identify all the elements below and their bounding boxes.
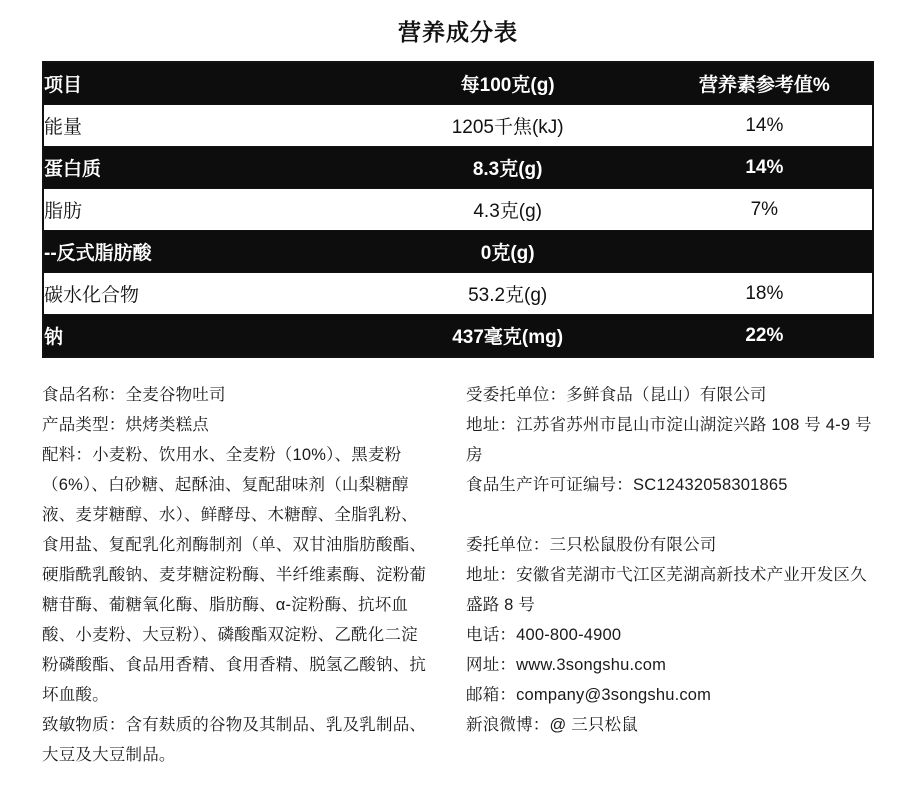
table-row bbox=[44, 189, 872, 231]
email-label: 邮箱： bbox=[466, 686, 517, 704]
row-item: --反式脂肪酸 bbox=[44, 231, 359, 273]
principal-address-row bbox=[466, 560, 874, 620]
row-nrv: 7% bbox=[657, 189, 872, 231]
ingredients-label: 配料： bbox=[42, 446, 93, 464]
row-item: 碳水化合物 bbox=[44, 273, 359, 315]
principal-label: 委托单位： bbox=[466, 536, 550, 554]
row-item: 能量 bbox=[44, 105, 359, 147]
row-nrv: 18% bbox=[657, 273, 872, 315]
table-row bbox=[44, 231, 872, 273]
product-info-right-column bbox=[458, 380, 874, 770]
phone-label: 电话： bbox=[466, 626, 517, 644]
page-title: 营养成分表 bbox=[398, 19, 518, 45]
license-label: 食品生产许可证编号： bbox=[466, 476, 633, 494]
principal-address-value: 安徽省芜湖市弋江区芜湖高新技术产业开发区久盛路 8 号 bbox=[466, 566, 867, 614]
row-item: 钠 bbox=[44, 315, 359, 357]
license-value: SC12432058301865 bbox=[633, 476, 788, 494]
website-row bbox=[466, 650, 874, 680]
nutrition-table-container bbox=[42, 61, 874, 358]
principal-address-label: 地址： bbox=[466, 566, 517, 584]
product-type-label: 产品类型： bbox=[42, 416, 126, 434]
nutrition-table bbox=[44, 63, 872, 356]
phone-value: 400-800-4900 bbox=[516, 626, 622, 644]
entrusted-address-value: 江苏省苏州市昆山市淀山湖淀兴路 108 号 4-9 号房 bbox=[466, 416, 872, 464]
table-row bbox=[44, 273, 872, 315]
header-nrv: 营养素参考值% bbox=[657, 63, 872, 105]
row-nrv: 22% bbox=[657, 315, 872, 357]
table-row bbox=[44, 147, 872, 189]
email-row bbox=[466, 680, 874, 710]
row-item: 蛋白质 bbox=[44, 147, 359, 189]
spacer bbox=[466, 500, 874, 530]
allergen-label: 致敏物质： bbox=[42, 716, 126, 734]
row-nrv: 14% bbox=[657, 147, 872, 189]
weibo-value: @ 三只松鼠 bbox=[549, 716, 639, 734]
phone-row bbox=[466, 620, 874, 650]
product-type-row bbox=[42, 410, 430, 440]
allergen-value: 含有麸质的谷物及其制品、乳及乳制品、大豆及大豆制品。 bbox=[42, 716, 427, 764]
entrusted-party-row bbox=[466, 380, 874, 410]
row-value: 1205千焦(kJ) bbox=[359, 105, 657, 147]
product-name-value: 全麦谷物吐司 bbox=[125, 386, 226, 404]
allergen-row bbox=[42, 710, 430, 770]
page-bottom-edge bbox=[0, 796, 916, 806]
header-item: 项目 bbox=[44, 63, 359, 105]
website-label: 网址： bbox=[466, 656, 517, 674]
header-value: 每100克(g) bbox=[359, 63, 657, 105]
entrusted-party-value: 多鲜食品（昆山）有限公司 bbox=[566, 386, 767, 404]
table-row bbox=[44, 315, 872, 357]
row-value: 4.3克(g) bbox=[359, 189, 657, 231]
row-nrv bbox=[657, 231, 872, 273]
product-name-row bbox=[42, 380, 430, 410]
ingredients-row bbox=[42, 440, 430, 710]
entrusted-address-label: 地址： bbox=[466, 416, 517, 434]
entrusted-address-row bbox=[466, 410, 874, 470]
entrusted-party-label: 受委托单位： bbox=[466, 386, 567, 404]
weibo-row bbox=[466, 710, 874, 740]
ingredients-value: 小麦粉、饮用水、全麦粉（10%）、黑麦粉（6%）、白砂糖、起酥油、复配甜味剂（山梨糖醇液、麦芽糖醇、水）、鲜酵母、木糖醇、全脂乳粉、食用盐、复配乳化剂酶制剂（单、双甘油脂肪酸酯、硬脂酰乳酸钠、麦芽糖淀粉酶、半纤维素酶、淀粉葡糖苷酶、葡糖氧化酶、脂肪酶、α-淀粉酶、抗坏血酸、小麦粉、大豆粉）、磷酸酯双淀粉、乙酰化二淀粉磷酸酯、食品用香精、食用香精、脱氢乙酸钠、抗坏血酸。 bbox=[42, 446, 427, 704]
table-header-row bbox=[44, 63, 872, 105]
row-value: 53.2克(g) bbox=[359, 273, 657, 315]
product-info bbox=[42, 380, 874, 770]
row-item: 脂肪 bbox=[44, 189, 359, 231]
row-value: 437毫克(mg) bbox=[359, 315, 657, 357]
principal-row bbox=[466, 530, 874, 560]
license-row bbox=[466, 470, 874, 500]
weibo-label: 新浪微博： bbox=[466, 716, 550, 734]
product-name-label: 食品名称： bbox=[42, 386, 126, 404]
table-row bbox=[44, 105, 872, 147]
row-value: 8.3克(g) bbox=[359, 147, 657, 189]
principal-value: 三只松鼠股份有限公司 bbox=[549, 536, 717, 554]
website-value[interactable]: www.3songshu.com bbox=[516, 656, 667, 674]
row-nrv: 14% bbox=[657, 105, 872, 147]
email-value[interactable]: company@3songshu.com bbox=[516, 686, 712, 704]
product-info-left-column bbox=[42, 380, 458, 770]
row-value: 0克(g) bbox=[359, 231, 657, 273]
product-type-value: 烘烤类糕点 bbox=[125, 416, 209, 434]
